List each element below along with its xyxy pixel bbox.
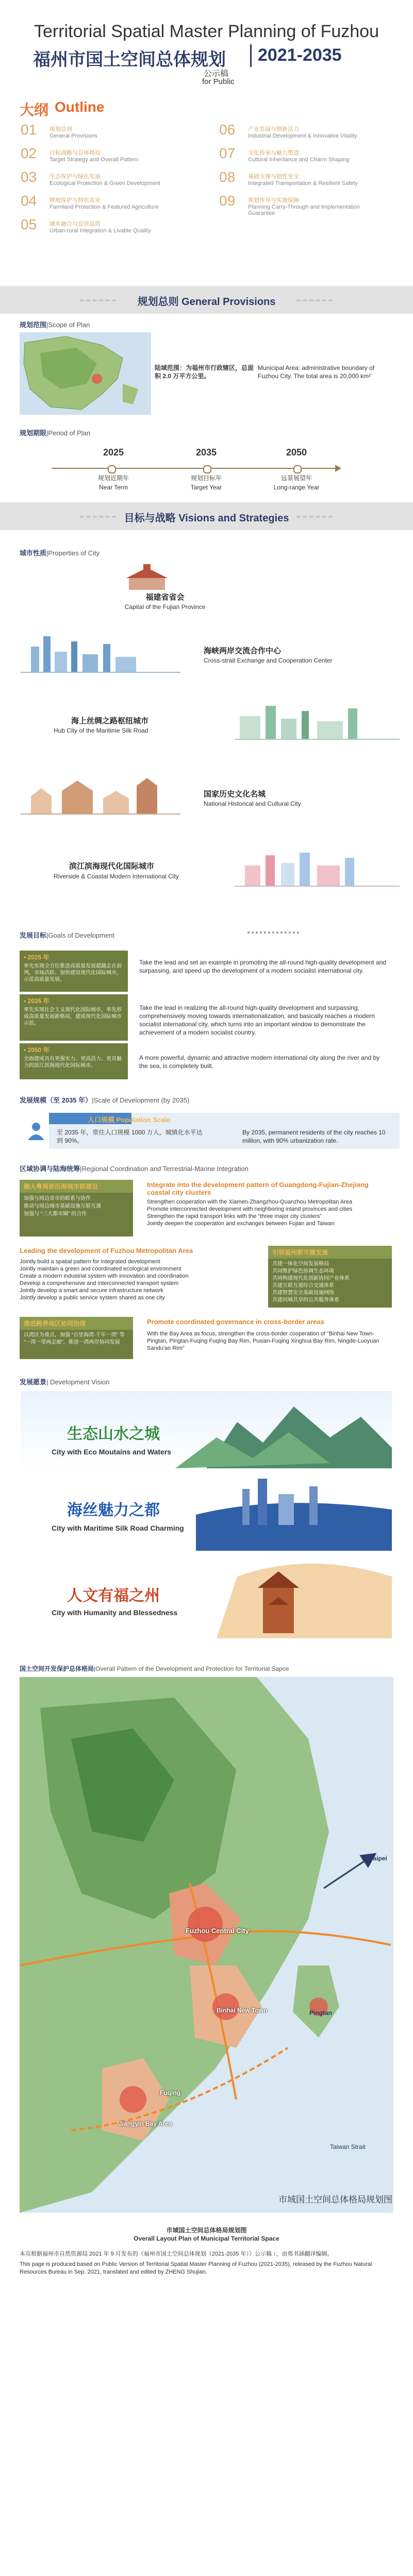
outline-item (21, 193, 191, 215)
goal-box (20, 994, 128, 1041)
regional-en-list: Jointly build a spatial pattern for integrated development Jointly maintain a green and coordinated ecological environment Create a modern industrial system with innovation and coordination Develop a comprehensive and interconnected transport system Jointly develop a smart and secure infrastructure network Jointly develop a public service system shared as one city (20, 1259, 189, 1301)
subtitle-cn: 公示稿 (204, 70, 229, 78)
period-en: Long-range Year (273, 484, 320, 491)
goal-year: • 2050 年 (24, 1046, 49, 1054)
regional-en-list: Strengthen cooperation with the Xiamen-Zhangzhou-Quanzhou Metropolitan Area Promote interconnected development with neighboring inland provinces and cities Strengthen the rapid transport links with the "three major city clusters" Jointly deepen the cooperation and exchanges between Fujian and Taiwan (147, 1199, 353, 1227)
regional-item: 加强与 “三大都市圈” 的合作 (24, 1211, 87, 1217)
goal-cn: 率先实现全方位推进高质量发展超越走在前列，市场活跃、加快建设现代化国际城市，示范高质量发展。 (24, 963, 122, 982)
goal-box (20, 1043, 128, 1079)
dots-decor (247, 931, 299, 936)
property-cn: 滨江滨海现代化国际城市 (69, 862, 155, 871)
outline-number: 08 (219, 169, 236, 185)
title-divider (250, 44, 252, 67)
outline-number: 06 (219, 122, 236, 138)
regional-item: 共同构建现代化创新协同产业体系 (272, 1276, 350, 1281)
outline-title-en: Outline (55, 99, 105, 115)
outline-number: 05 (21, 216, 37, 232)
map-label: Fuqing (160, 2089, 180, 2096)
property-cn: 福建省省会 (145, 593, 185, 602)
regional-box (20, 1317, 133, 1359)
population-icon (26, 1121, 46, 1141)
section-bar-general (0, 286, 413, 314)
outline-item (21, 122, 191, 144)
dev-vision-cn: 人文有福之州 (67, 1587, 160, 1604)
pattern-caption-en: Overall Layout Plan of Municipal Territorial Space (134, 2235, 279, 2242)
outline-en: Ecological Protection & Green Development (49, 180, 160, 187)
pattern-label: 国土空间开发保护总体格局|Overall Pattern of the Development and Protection for Territorial Sapce (20, 1665, 289, 1672)
regional-en-title: Integrate into the development pattern of Guangdong-Fujian-Zhejiang coastal city clusters (147, 1181, 369, 1196)
section-title: 目标与战略 Visions and Strategies (124, 513, 289, 524)
map-label: Binhai New Town (217, 2007, 268, 2014)
outline-cn: 规划传导与实施保障 (248, 197, 299, 204)
silk-road-hub-illustration (235, 698, 400, 742)
regional-item: 共建互联互通综合交通体系 (272, 1283, 334, 1289)
regional-item: 加强与周边省市的联系与协作 (24, 1196, 91, 1201)
period-cn: 规划近期年 (97, 474, 129, 482)
outline-number: 09 (219, 193, 236, 209)
regional-item: 共建同城共享的公共服务体系 (272, 1297, 339, 1303)
period-cn: 规划目标年 (190, 474, 222, 482)
property-en: Hub City of the Maritime Silk Road (54, 727, 148, 734)
property-cn: 海峡两岸交流合作中心 (204, 647, 282, 655)
historical-city-illustration (21, 775, 180, 817)
regional-box-title: 引领福州都市圈发展 (268, 1246, 392, 1259)
period-en: Target Year (190, 484, 222, 491)
outline-cn: 规划总则 (49, 126, 72, 132)
outline-number: 03 (21, 169, 37, 185)
outline-item (21, 169, 191, 192)
regional-item: 以湾区为重点，加强 “百里海湾·千年一湾” 等 “一湾一带两走廊”，推进一湾两岸协同发展 (24, 1332, 125, 1345)
regional-item: 共同维护绿色协调生态环境 (272, 1268, 334, 1274)
dev-vision-en: City with Maritime Silk Road Charming (52, 1524, 184, 1532)
outline-en: Cultural Inheritance and Charm Shaping (248, 157, 350, 163)
subtitle-en: for Public (202, 77, 235, 86)
period-label: 规划期限|Period of Plan (20, 429, 91, 437)
timeline-dot (203, 465, 211, 473)
outline-en: Industrial Development & Innovative Vitality (248, 133, 357, 139)
outline-en: Planning Carry-Through and Implementation Guarantee (248, 204, 360, 216)
dev-vision-label: 发展愿景| Development Vision (20, 1378, 110, 1386)
outline-en: General Provisions (49, 133, 97, 139)
population-title: 人口规模 Population Scale (88, 1116, 171, 1124)
map-label: Pingtan (309, 2009, 332, 2016)
outline-item (219, 122, 400, 144)
population-cn: 至 2035 年，常住人口规模 1000 万人，城镇化水平达到 90%。 (57, 1129, 203, 1144)
provincial-capital-illustration (124, 562, 170, 592)
regional-box (268, 1246, 392, 1308)
outline-en: Target Strategy and Overall Pattern (49, 157, 139, 163)
property-cn: 国家历史文化名城 (204, 790, 266, 799)
period-year: 2035 (195, 447, 217, 457)
scope-en: Municipal Area: administrative boundary of Fuzhou City. The total area is 20,000 km² (258, 364, 375, 380)
outline-cn: 耕地保护与特色农业 (49, 197, 101, 204)
regional-en-title: Leading the development of Fuzhou Metropolitan Area (20, 1247, 193, 1255)
map-title: 市域国土空间总体格局规划图 (278, 2195, 392, 2205)
outline-item (219, 193, 400, 215)
outline-cn: 目标战略与总体格局 (49, 150, 101, 156)
outline-item (219, 145, 400, 168)
page-title-en: Territorial Spatial Master Planning of Fuzhou (34, 22, 379, 41)
goal-year: • 2035 年 (24, 997, 49, 1005)
period-year: 2025 (103, 447, 124, 457)
outline-cn: 城乡融合与宜居品质 (49, 221, 101, 227)
map-label: Taiwan Strait (330, 2143, 366, 2150)
footer-en: This page is produced based on Public Version of Territorial Spatial Master Planning of Fuzhou (2021-2035), released by the Fuzhou Natural Resources Bureau in Sep. 2021, translated and edited by ZHENG Shujian. (20, 2261, 372, 2275)
outline-item (219, 169, 400, 192)
dev-vision-cn: 生态山水之城 (67, 1426, 160, 1443)
scope-label: 规划范围|Scope of Plan (20, 321, 90, 329)
outline-en: Farmland Protection & Featured Agriculture (49, 204, 159, 210)
regional-item: 共建智慧安全基础设施网络 (272, 1290, 334, 1296)
dash-decor (296, 516, 333, 520)
outline-number: 02 (21, 145, 37, 161)
outline-cn: 基础支撑与韧性安全 (248, 174, 299, 180)
regional-label: 区域协调与陆海统筹|Regional Coordination and Terrestrial-Marine Integration (20, 1165, 249, 1173)
regional-box-title: 融入粤闽浙沿海城市群建设 (20, 1180, 133, 1193)
goal-cn: 率先实现社会主义现代化国际城市，率先形成高质量发展新格局，建成现代化国际城市示范。 (24, 1007, 122, 1026)
property-en: National Historical and Cultural City (204, 800, 301, 807)
goal-year: • 2025 年 (24, 954, 49, 961)
dev-vision-en: City with Humanity and Blessedness (52, 1608, 178, 1617)
timeline-dot (108, 465, 116, 473)
goals-label: 发展目标|Goals of Development (20, 931, 115, 939)
dash-decor (296, 299, 333, 303)
strait-skyline-illustration (21, 631, 180, 675)
outline-cn: 产业发展与创新活力 (248, 126, 299, 132)
regional-item: 共建一体化空间发展格局 (272, 1261, 329, 1267)
goal-en: Take the lead and set an example in promoting the all-round high-quality development and surpassing, and speed up the development of a modern socialist international city. (139, 959, 386, 974)
pattern-caption-cn: 市域国土空间总体格局规划图 (166, 2227, 247, 2234)
goal-en: A more powerful, dynamic and attractive modern international city along the river and by the sea, is completely built. (139, 1054, 380, 1070)
goal-en: Take the lead in realizing the all-round high-quality development and surpassing, comprehensively moving towards internationalization, and basically reaches a modern socialist international city, which turns into an important window to demonstrate the achievement of a modern socialist country. (139, 1004, 375, 1036)
regional-box-title: 推进跨界地区协同治理 (20, 1317, 133, 1330)
goal-cn: 全面建成具有更强实力、更高活力、更具魅力的滨江滨海现代化国际城市。 (24, 1056, 122, 1069)
period-year: 2050 (286, 447, 307, 457)
property-en: Riverside & Coastal Modern International City (54, 873, 179, 880)
footer-cn: 本页根据福州市自然资源局 2021 年 9 月发布的《福州市国土空间总体规划（2021-2035 年）》公示稿 ↑，由郑书涵翻译编辑。 (20, 2251, 333, 2257)
goal-box (20, 951, 128, 992)
outline-number: 07 (219, 145, 236, 161)
property-en: Capital of the Fujian Province (124, 603, 206, 611)
outline-item (21, 216, 191, 239)
territorial-pattern-map (20, 1677, 393, 2213)
regional-item: 推动与周边城市基础设施互联互通 (24, 1204, 101, 1209)
coastal-city-illustration (235, 845, 400, 891)
properties-label: 城市性质|Properties of City (20, 549, 100, 557)
regional-en-title: Promote coordinated governance in cross-border areas (147, 1318, 324, 1326)
outline-item (21, 145, 191, 168)
section-bar-vision (0, 502, 413, 530)
property-en: Cross-strait Exchange and Cooperation Center (204, 657, 333, 664)
scale-label: 发展规模（至 2035 年）|Scale of Development (by 2035) (20, 1096, 190, 1104)
dev-vision-en: City with Eco Moutains and Waters (52, 1448, 172, 1456)
outline-number: 01 (21, 122, 37, 138)
outline-number: 04 (21, 193, 37, 209)
regional-box (20, 1180, 133, 1236)
outline-en: Urban-rural Integration & Livable Quality (49, 228, 151, 234)
period-en: Near Term (99, 484, 128, 491)
timeline-arrow-icon (335, 465, 341, 472)
scope-map (20, 332, 151, 415)
map-label: Fuzhou Central City (186, 1927, 249, 1935)
outline-cn: 文化传承与魅力塑造 (248, 150, 299, 156)
page-title-years: 2021-2035 (258, 45, 342, 65)
period-cn: 远景展望年 (280, 474, 312, 482)
map-label: To Taipei (361, 1855, 387, 1862)
page-title-cn: 福州市国土空间总体规划 (33, 50, 226, 70)
section-title: 规划总则 General Provisions (137, 296, 276, 308)
outline-en: Integrated Transportation & Resilient Safety (248, 180, 358, 187)
regional-en-text: With the Bay Area as focus, strengthen the cross-border cooperation of "Binhai New Town-Pingtan, Pinglan-Fuqing Fuqing Bay Rim, Puxian-Fuqing Xinghua Bay Rim, Ningde-Luoyuan Sandu'ao Rim" (147, 1331, 379, 1351)
property-cn: 海上丝绸之路枢纽城市 (71, 717, 149, 725)
scope-cn: 陆域范围：为福州市行政辖区，总面积 2.0 万平方公里。 (155, 364, 254, 380)
population-en: By 2035, permanent residents of the city reaches 10 million, with 90% urbanization rate. (242, 1129, 386, 1144)
timeline-dot (293, 465, 302, 473)
outline-cn: 生态保护与绿色发展 (49, 174, 101, 180)
dev-vision-cn: 海丝魅力之都 (67, 1502, 160, 1519)
outline-title-cn: 大纲 (20, 102, 49, 118)
map-label: Jiangyin Bay Area (119, 2120, 172, 2127)
